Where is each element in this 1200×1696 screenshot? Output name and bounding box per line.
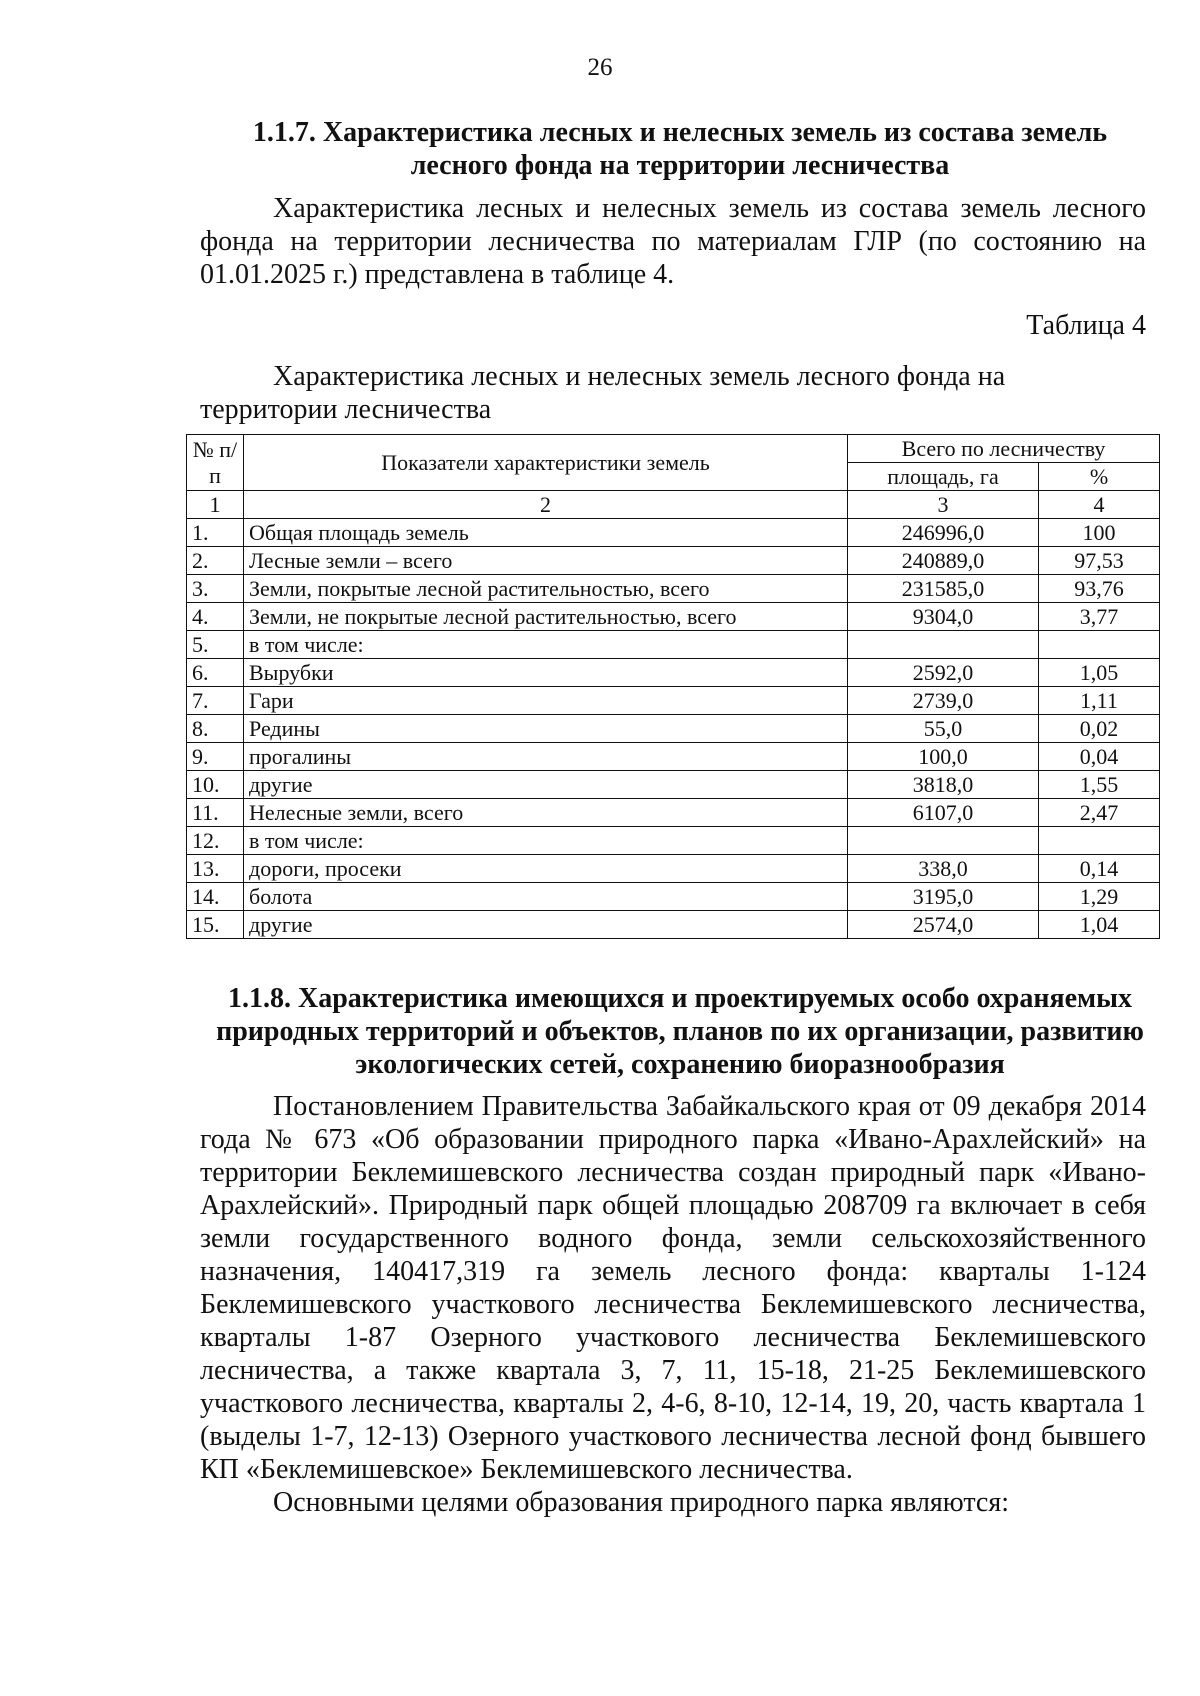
row-name-cell: Вырубки	[244, 659, 848, 687]
row-name-cell: Редины	[244, 715, 848, 743]
row-area-cell: 240889,0	[848, 547, 1039, 575]
header-pct: %	[1039, 463, 1160, 491]
row-area-cell: 3818,0	[848, 771, 1039, 799]
row-percent-cell: 93,76	[1039, 575, 1160, 603]
row-area-cell: 6107,0	[848, 799, 1039, 827]
row-area-cell: 9304,0	[848, 603, 1039, 631]
row-percent-cell: 1,29	[1039, 883, 1160, 911]
header-area: площадь, га	[848, 463, 1039, 491]
row-area-cell: 2592,0	[848, 659, 1039, 687]
row-number-cell: 1.	[187, 519, 244, 547]
table-row	[187, 519, 1160, 547]
row-percent-cell	[1039, 631, 1160, 659]
header-group: Всего по лесничеству	[848, 435, 1160, 463]
table-row	[187, 575, 1160, 603]
row-name-cell: дороги, просеки	[244, 855, 848, 883]
row-number-cell: 14.	[187, 883, 244, 911]
table-row	[187, 631, 1160, 659]
row-number-cell: 2.	[187, 547, 244, 575]
row-percent-cell	[1039, 827, 1160, 855]
row-name-cell: Общая площадь земель	[244, 519, 848, 547]
heading-line: 1.1.7. Характеристика лесных и нелесных земель из состава земель	[252, 117, 1108, 148]
header-name: Показатели характеристики земель	[244, 435, 848, 491]
table-row	[187, 855, 1160, 883]
row-percent-cell: 100	[1039, 519, 1160, 547]
table-row	[187, 883, 1160, 911]
index-row	[187, 491, 1160, 519]
row-percent-cell: 97,53	[1039, 547, 1160, 575]
header-num: № п/п	[187, 435, 244, 491]
row-number-cell: 7.	[187, 687, 244, 715]
row-percent-cell: 1,05	[1039, 659, 1160, 687]
row-name-cell: Земли, не покрытые лесной растительностью, всего	[244, 603, 848, 631]
table-row	[187, 547, 1160, 575]
row-percent-cell: 0,02	[1039, 715, 1160, 743]
table-row	[187, 659, 1160, 687]
row-percent-cell: 2,47	[1039, 799, 1160, 827]
row-name-cell: Нелесные земли, всего	[244, 799, 848, 827]
index-cell: 1	[187, 491, 244, 519]
row-number-cell: 9.	[187, 743, 244, 771]
section-heading-1-1-7	[200, 116, 1160, 182]
table-label: Таблица 4	[1026, 310, 1146, 341]
row-percent-cell: 0,04	[1039, 743, 1160, 771]
row-percent-cell: 3,77	[1039, 603, 1160, 631]
row-percent-cell: 1,55	[1039, 771, 1160, 799]
row-number-cell: 13.	[187, 855, 244, 883]
heading-line: экологических сетей, сохранению биоразнообразия	[355, 1049, 1005, 1080]
row-name-cell: в том числе:	[244, 631, 848, 659]
page-number: 26	[587, 54, 613, 81]
row-area-cell: 3195,0	[848, 883, 1039, 911]
row-name-cell: в том числе:	[244, 827, 848, 855]
row-number-cell: 5.	[187, 631, 244, 659]
section-1-1-7-paragraph: Характеристика лесных и нелесных земель из состава земель лесного фонда на территории лесничества по материалам ГЛР (по состоянию на 01.01.2025 г.) представлена в таблице 4.	[200, 193, 1146, 290]
row-name-cell: Гари	[244, 687, 848, 715]
row-number-cell: 10.	[187, 771, 244, 799]
table-row	[187, 743, 1160, 771]
row-percent-cell: 0,14	[1039, 855, 1160, 883]
row-name-cell: другие	[244, 771, 848, 799]
section-1-1-8-paragraph-1: Постановлением Правительства Забайкальского края от 09 декабря 2014 года № 673 «Об образовании природного парка «Ивано-Арахлейский» на территории Беклемишевского лесничества создан природный парк «Ивано-Арахлейский». Природный парк общей площадью 208709 га включает в себя земли государственного водного фонда, земли сельскохозяйственного назначения, 140417,319 га земель лесного фонда: кварталы 1-124 Беклемишевского участкового лесничества Беклемишевского лесничества, кварталы 1-87 Озерного участкового лесничества Беклемишевского лесничества, а также квартала 3, 7, 11, 15-18, 21-25 Беклемишевского участкового лесничества, кварталы 2, 4-6, 8-10, 12-14, 19, 20, часть квартала 1 (выделы 1-7, 12-13) Озерного участкового лесничества лесной фонд бывшего КП «Беклемишевское» Беклемишевского лесничества.	[200, 1091, 1146, 1485]
heading-line: 1.1.8. Характеристика имеющихся и проектируемых особо охраняемых	[228, 983, 1132, 1014]
row-name-cell: Земли, покрытые лесной растительностью, всего	[244, 575, 848, 603]
row-number-cell: 11.	[187, 799, 244, 827]
table-row	[187, 771, 1160, 799]
table-row	[187, 715, 1160, 743]
index-cell: 4	[1039, 491, 1160, 519]
row-area-cell: 100,0	[848, 743, 1039, 771]
row-area-cell	[848, 827, 1039, 855]
index-cell: 2	[244, 491, 848, 519]
row-name-cell: Лесные земли – всего	[244, 547, 848, 575]
row-number-cell: 3.	[187, 575, 244, 603]
row-area-cell: 55,0	[848, 715, 1039, 743]
row-number-cell: 15.	[187, 911, 244, 939]
table-row	[187, 603, 1160, 631]
land-characteristics-table	[186, 434, 1160, 939]
row-area-cell: 2739,0	[848, 687, 1039, 715]
row-number-cell: 4.	[187, 603, 244, 631]
index-cell: 3	[848, 491, 1039, 519]
table-row	[187, 827, 1160, 855]
heading-line: лесного фонда на территории лесничества	[410, 150, 950, 181]
row-area-cell	[848, 631, 1039, 659]
table-row	[187, 687, 1160, 715]
table-caption: Характеристика лесных и нелесных земель лесного фонда на территории лесничества	[200, 361, 1006, 425]
row-number-cell: 12.	[187, 827, 244, 855]
row-area-cell: 2574,0	[848, 911, 1039, 939]
section-heading-1-1-8	[200, 982, 1160, 1081]
row-name-cell: болота	[244, 883, 848, 911]
row-area-cell: 338,0	[848, 855, 1039, 883]
row-number-cell: 8.	[187, 715, 244, 743]
section-1-1-8-paragraph-2: Основными целями образования природного парка являются:	[273, 1487, 1010, 1518]
row-number-cell: 6.	[187, 659, 244, 687]
row-percent-cell: 1,11	[1039, 687, 1160, 715]
row-name-cell: прогалины	[244, 743, 848, 771]
heading-line: природных территорий и объектов, планов по их организации, развитию	[216, 1016, 1144, 1047]
table-row	[187, 911, 1160, 939]
row-area-cell: 231585,0	[848, 575, 1039, 603]
row-percent-cell: 1,04	[1039, 911, 1160, 939]
row-area-cell: 246996,0	[848, 519, 1039, 547]
table-row	[187, 799, 1160, 827]
row-name-cell: другие	[244, 911, 848, 939]
